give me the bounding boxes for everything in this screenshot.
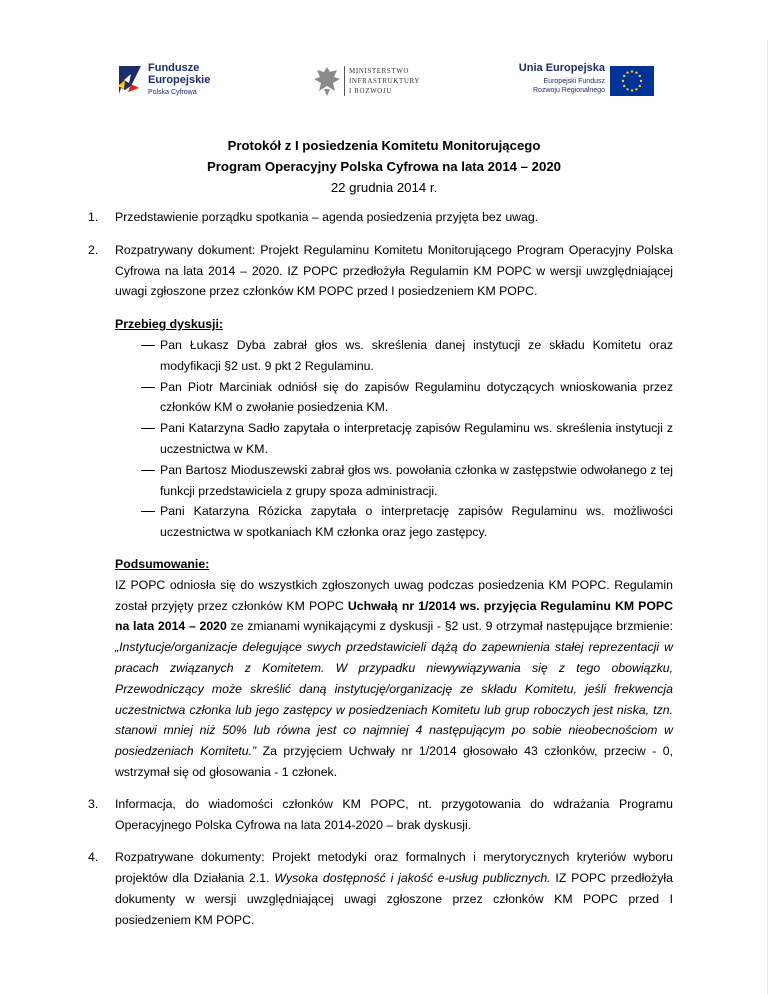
ministry-line1: MINISTERSTWO: [349, 67, 410, 75]
logo-header: [0, 58, 768, 108]
eu-flag-icon: [610, 66, 654, 96]
fundusze-europejskie-logo: [115, 58, 255, 104]
item-text: [115, 847, 673, 930]
ministry-divider: [344, 66, 345, 96]
item-text-a: Rozpatrywane dokumenty: Projekt metodyki oraz formalnych i merytorycznych kryteriów wyboru projektów dla Działania 2.1.: [115, 850, 673, 886]
agenda-item-4: [88, 847, 673, 930]
summary-part3: Za przyjęciem Uchwały nr 1/2014 głosowało 43 członków, przeciw - 0, wstrzymał się od głosowania - 1 członek.: [115, 744, 674, 779]
discussion-section: [88, 314, 673, 543]
item-number: 4.: [88, 850, 99, 865]
list-item: Pani Katarzyna Rózicka zapytała o interpretację zapisów Regulaminu ws. możliwości uczestnictwa w spotkaniach KM członka oraz jego zastępcy.: [139, 501, 673, 543]
summary-quote: „Instytucje/organizacje delegujące swych przedstawicieli dążą do zapewnienia stałej reprezentacji w pracach związanych z Komitetem. W przypadku niewywiązywania się z tego obowiązku, Przewodniczący może skreślić daną instytucję/organizację ze składu Komitetu, jeśli frekwencja uczestnictwa członka lub jego zastępcy w posiedzeniach Komitetu lub grup roboczych jest niska, tzn. stanowi mniej niż 50% lub równa jest co najmniej 4 następującym po sobie nieobecnościom w posiedzeniach Komitetu.”: [115, 640, 673, 759]
item-text: Rozpatrywany dokument: Projekt Regulaminu Komitetu Monitorującego Program Operacyjny Polska Cyfrowa na lata 2014 – 2020. IZ POPC przedłożyła Regulamin KM POPC w wersji uwzględniającej uwagi zgłoszone przez członków KM POPC przed I posiedzeniem KM POPC.: [115, 242, 673, 299]
item-text: Informacja, do wiadomości członków KM POPC, nt. przygotowania do wdrażania Programu Operacyjnego Polska Cyfrowa na lata 2014-2020 – brak dyskusji.: [115, 796, 673, 832]
fe-logo-line1: Fundusze: [148, 62, 200, 74]
fe-logo-line2: Europejskie: [148, 74, 211, 86]
item-text-italic: Wysoka dostępność i jakość e-usług publicznych.: [274, 871, 551, 886]
title-line1: Protokół z I posiedzenia Komitetu Monitorującego: [227, 138, 541, 153]
document-title: [0, 135, 768, 198]
eu-logo-line2: Europejski Fundusz: [543, 78, 605, 85]
fe-star-icon: [115, 58, 145, 98]
eu-logo-line1: Unia Europejska: [518, 62, 605, 74]
item-text: Przedstawienie porządku spotkania – agenda posiedzenia przyjęta bez uwag.: [115, 210, 539, 224]
summary-text: [115, 575, 673, 783]
title-date: 22 grudnia 2014 r.: [330, 180, 438, 195]
ministry-line2: INFRASTRUKTURY: [349, 77, 421, 85]
item-number: 1.: [88, 210, 99, 224]
eu-logo-line3: Rozwoju Regionalnego: [533, 87, 605, 94]
title-line2: Program Operacyjny Polska Cyfrowa na lata 2014 – 2020: [206, 159, 562, 174]
document-body: [88, 207, 673, 943]
ministry-line3: I ROZWOJU: [349, 87, 392, 95]
eu-logo: [499, 58, 659, 104]
agenda-item-3: [88, 794, 673, 836]
eagle-emblem-icon: [313, 64, 341, 98]
agenda-item-2: [88, 240, 673, 302]
discussion-heading: Przebieg dyskusji:: [115, 317, 223, 332]
list-item: Pani Katarzyna Sadło zapytała o interpretację zapisów Regulaminu ws. skreślenia instytucji z uczestnictwa w KM.: [139, 418, 673, 460]
item-number: 2.: [88, 242, 99, 257]
summary-section: [88, 554, 673, 783]
list-item: Pan Łukasz Dyba zabrał głos ws. skreślenia danej instytucji ze składu Komitetu oraz modyfikacji §2 ust. 9 pkt 2 Regulaminu.: [139, 335, 673, 377]
discussion-list: [115, 335, 673, 543]
agenda-item-1: [88, 207, 673, 228]
item-number: 3.: [88, 796, 99, 811]
list-item: Pan Bartosz Mioduszewski zabrał głos ws. powołania członka w zastępstwie odwołanego z tej funkcji przedstawiciela z grupy spoza administracji.: [139, 460, 673, 502]
summary-heading: Podsumowanie:: [115, 556, 210, 571]
list-item: Pan Piotr Marciniak odniósł się do zapisów Regulaminu dotyczących wnioskowania przez członków KM o zwołanie posiedzenia KM.: [139, 377, 673, 419]
ministry-logo: [313, 58, 443, 104]
summary-part1: IZ POPC odniosła się do wszystkich zgłoszonych uwag podczas posiedzenia KM POPC. Regulamin został przyjęty przez członków KM POPC: [115, 577, 673, 613]
summary-part2: ze zmianami wynikającymi z dyskusji - §2 ust. 9 otrzymał następujące brzmienie:: [226, 619, 673, 634]
fe-logo-line3: Polska Cyfrowa: [148, 89, 197, 96]
item-text-b: IZ POPC przedłożyła dokumenty w wersji uwzględniającej uwagi zgłoszone przez członków KM POPC przed I posiedzeniem KM POPC.: [115, 871, 674, 927]
summary-resolution: Uchwałą nr 1/2014 ws. przyjęcia Regulaminu KM POPC na lata 2014 – 2020: [115, 598, 673, 634]
